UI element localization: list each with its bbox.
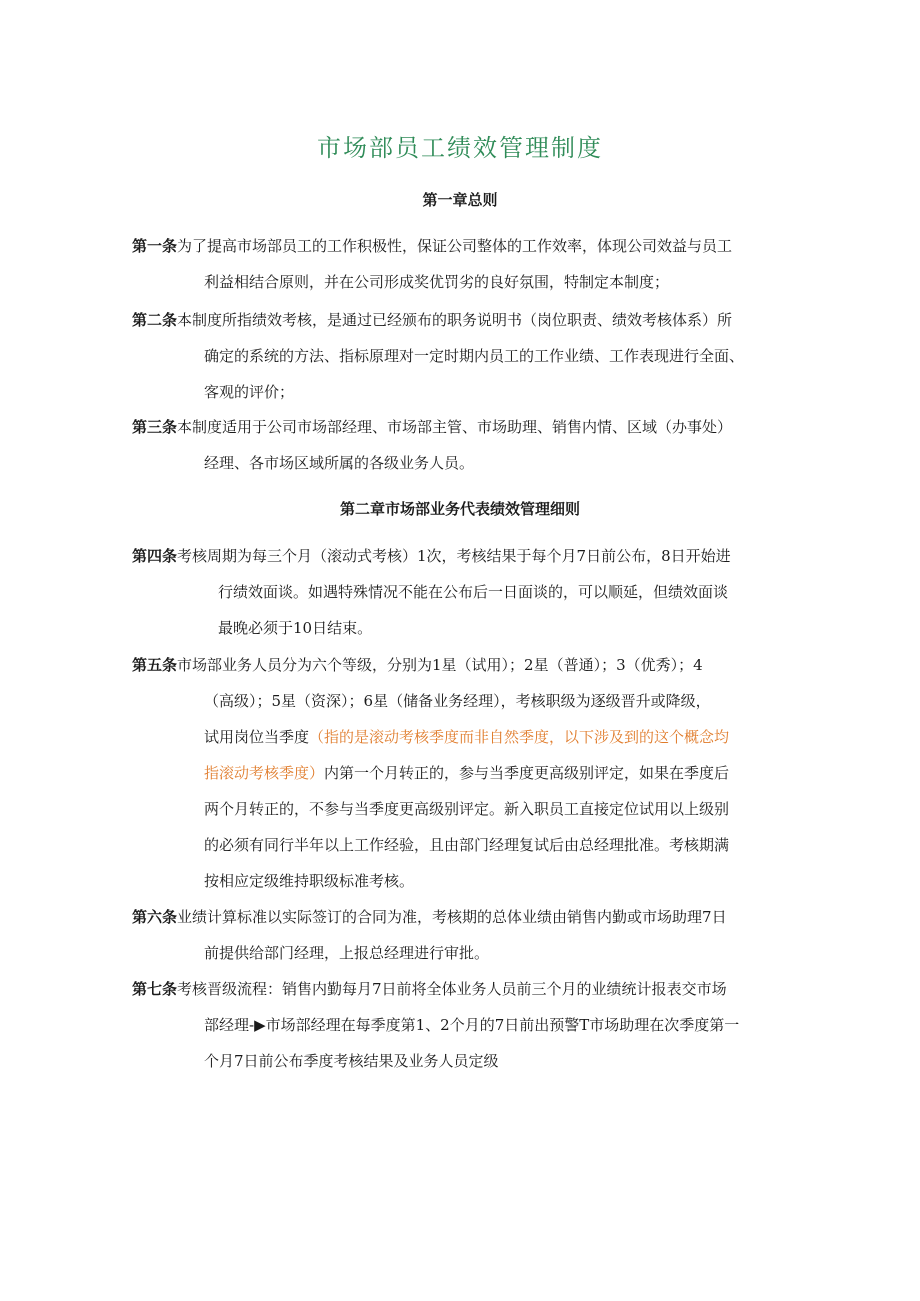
article-3 — [132, 409, 812, 481]
article-7 — [132, 971, 812, 1079]
article-label: 第六条 — [132, 908, 178, 926]
article-6 — [132, 899, 812, 971]
article-label: 第七条 — [132, 980, 178, 998]
article-text: （高级）；5星（资深）；6星（储备业务经理），考核职级为逐级晋升或降级， — [204, 692, 711, 710]
article-text: 行绩效面谈。如遇特殊情况不能在公布后一日面谈的，可以顺延，但绩效面谈 — [218, 583, 729, 601]
article-text: 按相应定级维持职级标准考核。 — [204, 872, 415, 890]
article-text: 考核晋级流程：销售内勤每月7日前将全体业务人员前三个月的业绩统计报表交市场 — [177, 980, 727, 998]
article-label: 第二条 — [132, 311, 178, 329]
article-text: 内第一个月转正的，参与当季度更高级别评定，如果在季度后 — [324, 764, 730, 782]
chapter-2-heading: 第二章市场部业务代表绩效管理细则 — [339, 500, 580, 518]
article-label: 第一条 — [132, 237, 178, 255]
article-text: 试用岗位当季度 — [204, 728, 310, 746]
article-text: 客观的评价； — [204, 383, 295, 401]
article-text: 考核周期为每三个月（滚动式考核）1次，考核结果于每个月7日前公布，8日开始进 — [177, 547, 731, 565]
article-text: 经理、各市场区域所属的各级业务人员。 — [204, 454, 475, 472]
article-5 — [132, 647, 812, 899]
article-text: 确定的系统的方法、指标原理对一定时期内员工的工作业绩、工作表现进行全面、 — [204, 347, 745, 365]
article-text: 最晚必须于10日结束。 — [218, 619, 373, 637]
article-text: 的必须有同行半年以上工作经验，且由部门经理复试后由总经理批准。考核期满 — [204, 836, 730, 854]
article-text: 两个月转正的，不参与当季度更高级别评定。新入职员工直接定位试用以上级别 — [204, 800, 730, 818]
article-text: 业绩计算标准以实际签订的合同为准，考核期的总体业绩由销售内勤或市场助理7日 — [177, 908, 727, 926]
article-label: 第四条 — [132, 547, 178, 565]
article-1 — [132, 228, 812, 300]
chapter-1-heading: 第一章总则 — [422, 191, 498, 209]
article-text: 市场部业务人员分为六个等级，分别为1星（试用）；2星（普通）；3（优秀）；4 — [177, 656, 703, 674]
article-label: 第三条 — [132, 418, 178, 436]
document-title: 市场部员工绩效管理制度 — [317, 134, 603, 162]
article-text: 本制度适用于公司市场部经理、市场部主管、市场助理、销售内情、区域（办事处） — [177, 418, 733, 436]
article-text: 利益相结合原则，并在公司形成奖优罚劣的良好氛围，特制定本制度； — [204, 273, 670, 291]
article-label: 第五条 — [132, 656, 178, 674]
article-text: 前提供给部门经理，上报总经理进行审批。 — [204, 944, 490, 962]
article-4 — [132, 538, 812, 646]
highlighted-note: （指的是滚动考核季度而非自然季度，以下涉及到的这个概念均 — [309, 728, 730, 746]
article-2 — [132, 302, 812, 410]
article-text: 部经理-▶市场部经理在每季度第1、2个月的7日前出预警T市场助理在次季度第一 — [204, 1016, 740, 1034]
highlighted-note: 指滚动考核季度） — [204, 764, 325, 782]
article-text: 个月7日前公布季度考核结果及业务人员定级 — [204, 1052, 499, 1070]
article-text: 本制度所指绩效考核，是通过已经颁布的职务说明书（岗位职责、绩效考核体系）所 — [177, 311, 733, 329]
article-text: 为了提高市场部员工的工作积极性，保证公司整体的工作效率，体现公司效益与员工 — [177, 237, 733, 255]
